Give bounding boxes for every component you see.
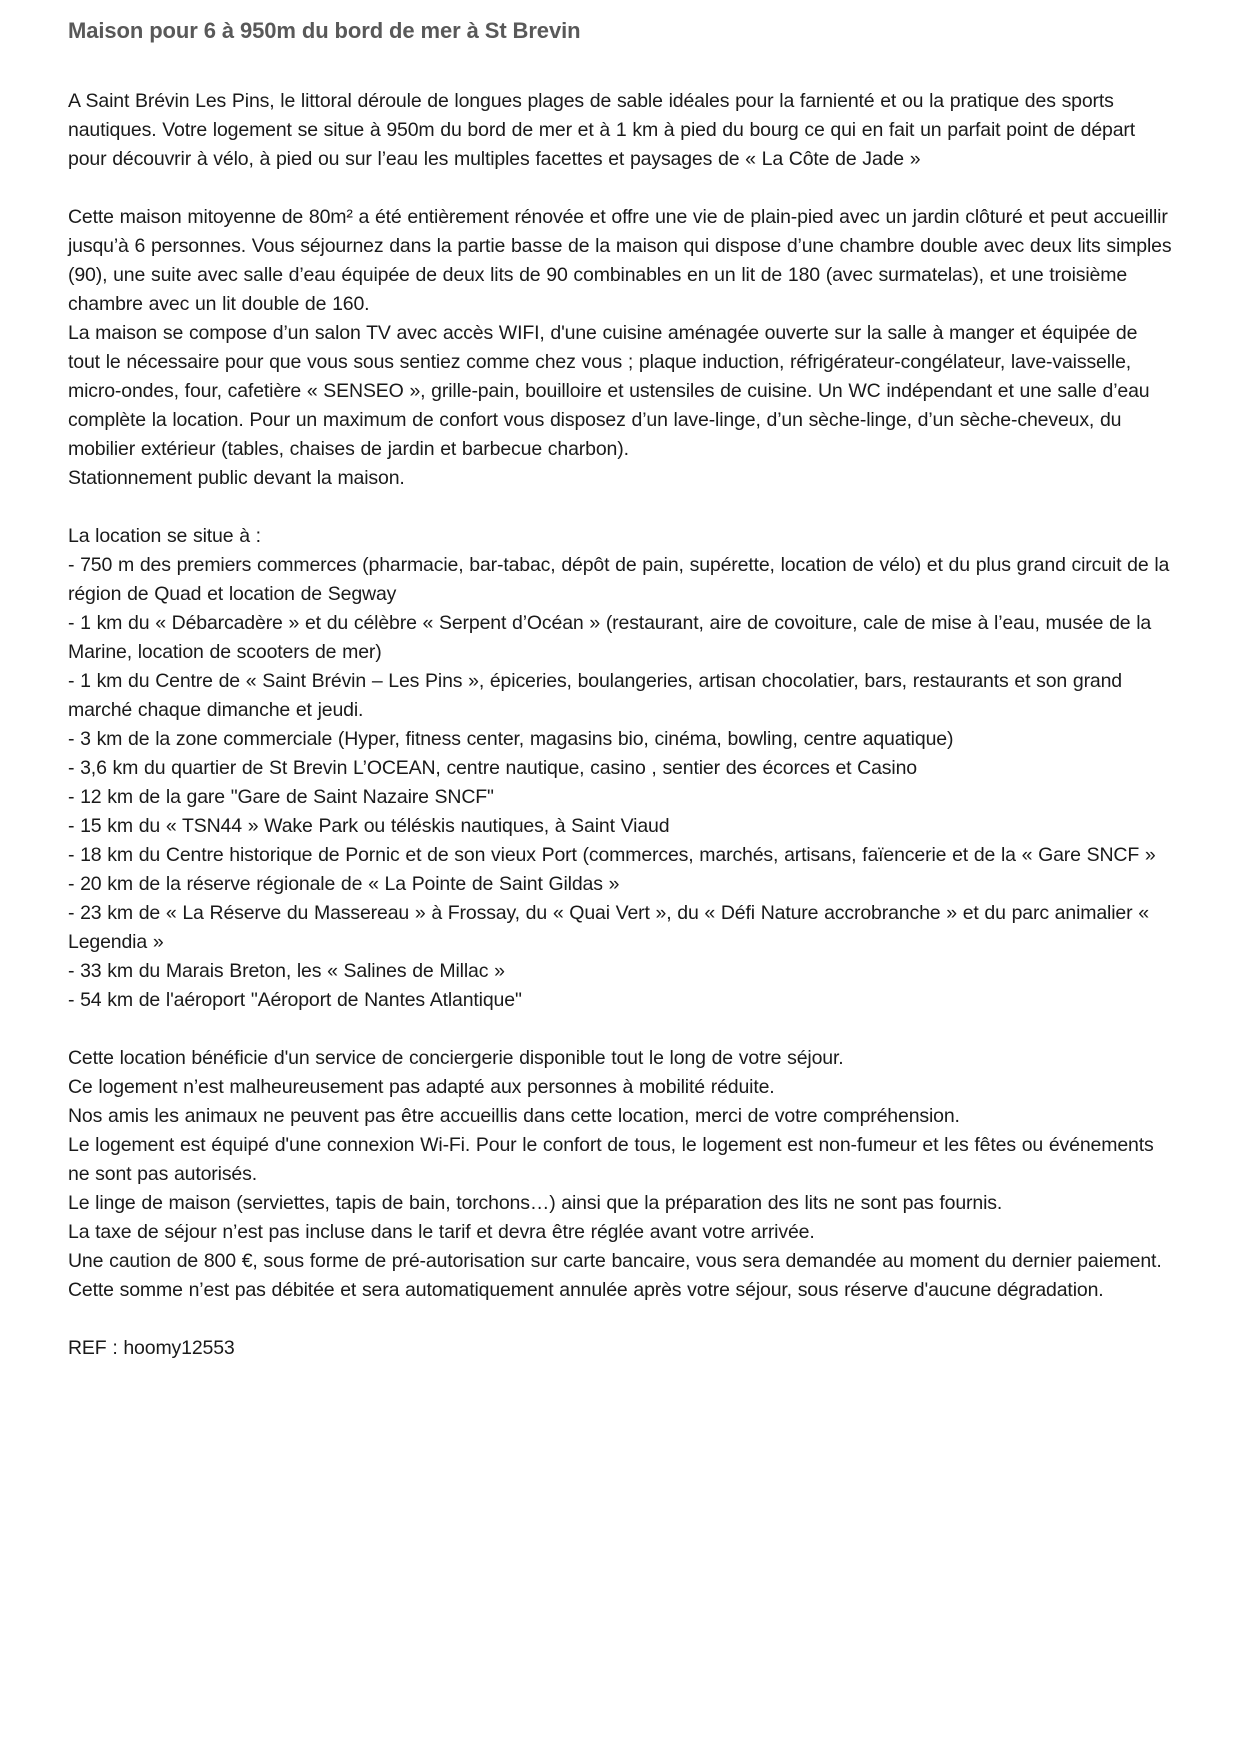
list-item: - 3,6 km du quartier de St Brevin L’OCEAN, centre nautique, casino , sentier des écorces et Casino xyxy=(68,757,917,779)
spacer xyxy=(68,1015,1172,1044)
policy-line: Le logement est équipé d'une connexion Wi-Fi. Pour le confort de tous, le logement est non-fumeur et les fêtes ou événements ne sont pas autorisés. xyxy=(68,1134,1154,1185)
policy-line: La taxe de séjour n’est pas incluse dans le tarif et devra être réglée avant votre arrivée. xyxy=(68,1221,815,1243)
list-item: - 54 km de l'aéroport "Aéroport de Nantes Atlantique" xyxy=(68,989,522,1011)
list-item: - 750 m des premiers commerces (pharmacie, bar-tabac, dépôt de pain, supérette, location de vélo) et du plus grand circuit de la région de Quad et location de Segway xyxy=(68,554,1170,605)
policy-line: Cette location bénéficie d'un service de conciergerie disponible tout le long de votre séjour. xyxy=(68,1047,844,1069)
spacer xyxy=(68,1305,1172,1334)
spacer xyxy=(68,174,1172,203)
list-item: - 20 km de la réserve régionale de « La Pointe de Saint Gildas » xyxy=(68,873,620,895)
policy-line: Une caution de 800 €, sous forme de pré-autorisation sur carte bancaire, vous sera demandée au moment du dernier paiement. Cette somme n’est pas débitée et sera automatiquement annulée après votre séjour, sous réserve d'aucune dégradation. xyxy=(68,1250,1162,1301)
list-item: - 33 km du Marais Breton, les « Salines de Millac » xyxy=(68,960,505,982)
list-item: - 1 km du Centre de « Saint Brévin – Les Pins », épiceries, boulangeries, artisan chocolatier, bars, restaurants et son grand marché chaque dimanche et jeudi. xyxy=(68,670,1122,721)
document-title: Maison pour 6 à 950m du bord de mer à St Brevin xyxy=(68,18,581,43)
list-item: - 18 km du Centre historique de Pornic et de son vieux Port (commerces, marchés, artisans, faïencerie et de la « Gare SNCF » xyxy=(68,844,1156,866)
policy-line: Ce logement n’est malheureusement pas adapté aux personnes à mobilité réduite. xyxy=(68,1076,775,1098)
policy-line: Nos amis les animaux ne peuvent pas être accueillis dans cette location, merci de votre compréhension. xyxy=(68,1105,960,1127)
spacer xyxy=(68,493,1172,522)
parking-note: Stationnement public devant la maison. xyxy=(68,467,405,489)
spacer xyxy=(68,46,1172,87)
list-item: - 12 km de la gare "Gare de Saint Nazaire SNCF" xyxy=(68,786,494,808)
policy-line: Le linge de maison (serviettes, tapis de bain, torchons…) ainsi que la préparation des lits ne sont pas fournis. xyxy=(68,1192,1003,1214)
list-item: - 3 km de la zone commerciale (Hyper, fitness center, magasins bio, cinéma, bowling, centre aquatique) xyxy=(68,728,954,750)
list-item: - 1 km du « Débarcadère » et du célèbre « Serpent d’Océan » (restaurant, aire de covoiture, cale de mise à l’eau, musée de la Marine, location de scooters de mer) xyxy=(68,612,1152,663)
intro-paragraph: A Saint Brévin Les Pins, le littoral déroule de longues plages de sable idéales pour la farnienté et ou la pratique des sports nautiques. Votre logement se situe à 950m du bord de mer et à 1 km à pied du bourg ce qui en fait un parfait point de départ pour découvrir à vélo, à pied ou sur l’eau les multiples facettes et paysages de « La Côte de Jade » xyxy=(68,90,1136,170)
location-heading: La location se situe à : xyxy=(68,525,261,547)
description-paragraph-2: La maison se compose d’un salon TV avec accès WIFI, d'une cuisine aménagée ouverte sur la salle à manger et équipée de tout le nécessaire pour que vous sous sentiez comme chez vous ; plaque induction, réfrigérateur-congélateur, lave-vaisselle, micro-ondes, four, cafetière « SENSEO », grille-pain, bouilloire et ustensiles de cuisine. Un WC indépendant et une salle d’eau complète la location. Pour un maximum de confort vous disposez d’un lave-linge, d’un sèche-linge, d’un sèche-cheveux, du mobilier extérieur (tables, chaises de jardin et barbecue charbon). xyxy=(68,322,1150,460)
description-paragraph-1: Cette maison mitoyenne de 80m² a été entièrement rénovée et offre une vie de plain-pied avec un jardin clôturé et peut accueillir jusqu’à 6 personnes. Vous séjournez dans la partie basse de la maison qui dispose d’une chambre double avec deux lits simples (90), une suite avec salle d’eau équipée de deux lits de 90 combinables en un lit de 180 (avec surmatelas), et une troisième chambre avec un lit double de 160. xyxy=(68,206,1172,315)
reference: REF : hoomy12553 xyxy=(68,1337,235,1359)
list-item: - 15 km du « TSN44 » Wake Park ou téléskis nautiques, à Saint Viaud xyxy=(68,815,670,837)
list-item: - 23 km de « La Réserve du Massereau » à Frossay, du « Quai Vert », du « Défi Nature accrobranche » et du parc animalier « Legendia » xyxy=(68,902,1149,953)
